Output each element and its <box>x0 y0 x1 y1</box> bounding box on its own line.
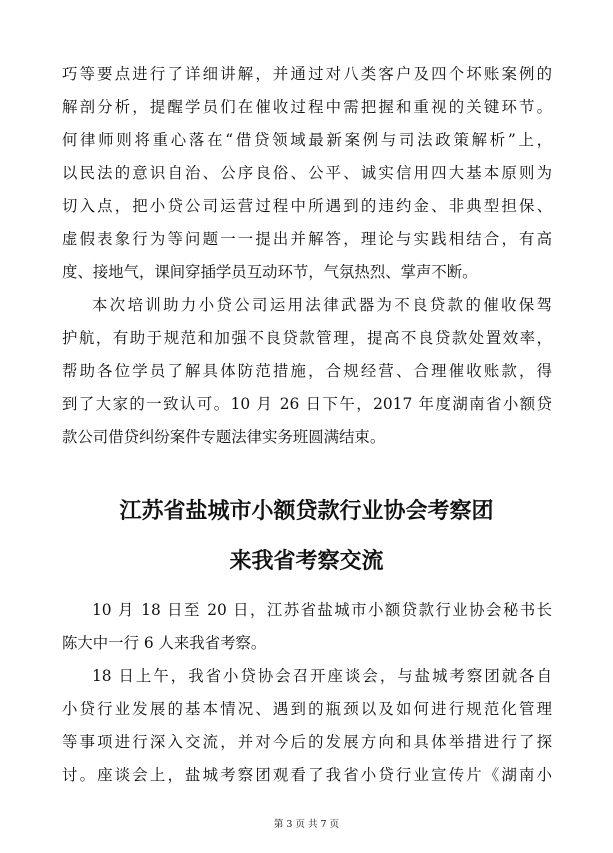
section-title: 来我省考察交流 <box>229 549 384 574</box>
text-line: 何律师则将重心落在“借贷领域最新案例与司法政策解析”上， <box>62 131 552 149</box>
text-line: 10 月 18 日至 20 日，江苏省盐城市小额贷款行业协会秘书长 <box>92 601 552 619</box>
text-line: 护航，有助于规范和加强不良贷款管理，提高不良贷款处置效率， <box>62 329 552 347</box>
text-line: 小贷行业发展的基本情况、遇到的瓶颈以及如何进行规范化管理 <box>62 700 552 718</box>
text-line: 虚假表象行为等问题一一提出并解答，理论与实践相结合，有高 <box>62 230 552 248</box>
text-line: 款公司借贷纠纷案件专题法律实务班圆满结束。 <box>62 428 386 446</box>
text-line: 帮助各位学员了解具体防范措施，合规经营、合理催收账款，得 <box>62 362 552 380</box>
section-title: 江苏省盐城市小额贷款行业协会考察团 <box>119 499 494 524</box>
text-line: 切入点，把小贷公司运营过程中所遇到的违约金、非典型担保、 <box>62 197 552 215</box>
text-line: 以民法的意识自治、公序良俗、公平、诚实信用四大基本原则为 <box>62 164 552 182</box>
text-line: 度、接地气，课间穿插学员互动环节，气氛热烈、掌声不断。 <box>62 263 478 281</box>
text-line: 到了大家的一致认可。10 月 26 日下午，2017 年度湖南省小额贷 <box>62 395 552 413</box>
text-line: 巧等要点进行了详细讲解，并通过对八类客户及四个坏账案例的 <box>62 65 552 83</box>
text-line: 18 日上午，我省小贷协会召开座谈会，与盐城考察团就各自 <box>92 667 552 685</box>
text-line: 陈大中一行 6 人来我省考察。 <box>62 634 267 652</box>
text-line: 讨。座谈会上，盐城考察团观看了我省小贷行业宣传片《湖南小 <box>62 766 552 784</box>
page-number: 第 3 页 共 7 页 <box>273 819 340 830</box>
text-line: 解剖分析，提醒学员们在催收过程中需把握和重视的关键环节。 <box>62 98 552 116</box>
text-line: 本次培训助力小贷公司运用法律武器为不良贷款的催收保驾 <box>92 296 552 314</box>
text-line: 等事项进行深入交流，并对今后的发展方向和具体举措进行了探 <box>62 733 552 751</box>
